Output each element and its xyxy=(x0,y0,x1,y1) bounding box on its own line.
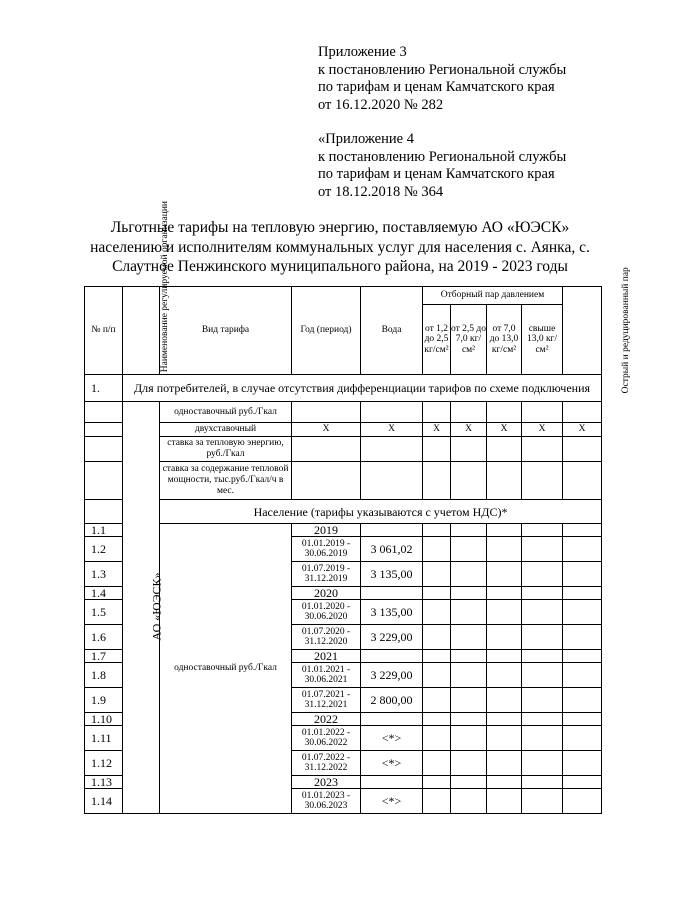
rate-row xyxy=(85,437,602,462)
x-mark: X xyxy=(361,423,423,437)
row-num: 1.10 xyxy=(85,713,123,726)
org-name: АО «ЮЭСК» xyxy=(149,572,164,641)
row-period: 01.07.2020 - 31.12.2020 xyxy=(292,625,361,650)
row-num: 1.12 xyxy=(85,751,123,776)
row-value: 3 061,02 xyxy=(361,537,423,562)
header-line: «Приложение 4 xyxy=(318,131,414,147)
appendix-header-2 xyxy=(318,131,566,201)
header-steam: Отборный пар давлением xyxy=(423,287,563,305)
header-line: по тарифам и ценам Камчатского края xyxy=(318,166,555,182)
title-line: Слаутное Пенжинского муниципального района, на 2019 - 2023 годы xyxy=(112,258,568,275)
header-p1: от 1,2 до 2,5 кг/см² xyxy=(423,305,451,375)
row-value: 3 229,00 xyxy=(361,625,423,650)
row-num: 1.1 xyxy=(85,524,123,537)
x-mark: X xyxy=(522,423,563,437)
row-value: 2 800,00 xyxy=(361,688,423,713)
rate-type: ставка за тепловую энергию, руб./Гкал xyxy=(160,437,292,462)
row-value: 3 229,00 xyxy=(361,663,423,688)
title-line: Льготные тарифы на тепловую энергию, поставляемую АО «ЮЭСК» xyxy=(110,219,570,236)
rate-type: ставка за содержание тепловой мощности, тыс.руб./Гкал/ч в мес. xyxy=(160,462,292,500)
row-year: 2021 xyxy=(292,650,361,663)
header-sharp xyxy=(563,267,631,394)
row-period: 01.01.2022 - 30.06.2022 xyxy=(292,726,361,751)
row-num: 1.6 xyxy=(85,625,123,650)
row-period: 01.07.2019 - 31.12.2019 xyxy=(292,562,361,587)
header-water: Вода xyxy=(361,287,423,375)
header-sharp-text: Острый и редуцированный пар xyxy=(620,267,631,394)
row-num: 1.4 xyxy=(85,587,123,600)
header-line: от 18.12.2018 № 364 xyxy=(318,183,444,200)
header-line: к постановлению Региональной службы xyxy=(318,61,567,78)
header-num: № п/п xyxy=(85,287,123,375)
row-year: 2020 xyxy=(292,587,361,600)
row-period: 01.07.2022 - 31.12.2022 xyxy=(292,751,361,776)
row-period: 01.01.2020 - 30.06.2020 xyxy=(292,600,361,625)
x-mark: X xyxy=(563,423,602,437)
row-year: 2023 xyxy=(292,776,361,789)
header-line: Приложение 3 xyxy=(318,44,407,60)
row-period: 01.01.2023 - 30.06.2023 xyxy=(292,789,361,814)
header-p4: свыше 13,0 кг/см² xyxy=(522,305,563,375)
row-period: 01.01.2019 - 30.06.2019 xyxy=(292,537,361,562)
row-num: 1.9 xyxy=(85,688,123,713)
row-value: 3 135,00 xyxy=(361,562,423,587)
header-row xyxy=(85,287,602,305)
header-line: от 16.12.2020 № 282 xyxy=(318,96,444,113)
row-value: <*> xyxy=(361,789,423,814)
section-num: 1. xyxy=(85,375,123,402)
rate-row xyxy=(85,462,602,500)
x-mark: X xyxy=(292,423,361,437)
rate-type: двухставочный xyxy=(160,423,292,437)
row-num: 1.13 xyxy=(85,776,123,789)
appendix-header-1 xyxy=(318,44,566,114)
rate-row xyxy=(85,423,602,437)
row-num: 1.8 xyxy=(85,663,123,688)
row-period: 01.01.2021 - 30.06.2021 xyxy=(292,663,361,688)
row-num: 1.2 xyxy=(85,537,123,562)
header-line: по тарифам и ценам Камчатского края xyxy=(318,79,555,95)
document-title xyxy=(60,218,620,277)
header-p2: от 2,5 до 7,0 кг/см² xyxy=(451,305,487,375)
row-num: 1.11 xyxy=(85,726,123,751)
title-line: населению и исполнителям коммунальных услуг для населения с. Аянка, с. xyxy=(90,238,590,256)
row-num: 1.5 xyxy=(85,600,123,625)
header-org xyxy=(123,200,170,375)
header-type: Вид тарифа xyxy=(160,287,292,375)
header-org-text: Наименование регулируемой организации xyxy=(159,200,170,373)
row-value: <*> xyxy=(361,726,423,751)
table-row xyxy=(85,524,602,537)
main-rate-type: одноставочный руб./Гкал xyxy=(160,524,292,814)
x-mark: X xyxy=(451,423,487,437)
row-year: 2019 xyxy=(292,524,361,537)
header-p3: от 7,0 до 13,0 кг/см² xyxy=(487,305,522,375)
row-num: 1.3 xyxy=(85,562,123,587)
header-line: к постановлению Региональной службы xyxy=(318,148,567,165)
x-mark: X xyxy=(423,423,451,437)
row-period: 01.07.2021 - 31.12.2021 xyxy=(292,688,361,713)
row-num: 1.7 xyxy=(85,650,123,663)
section-row xyxy=(85,375,602,402)
row-value: <*> xyxy=(361,751,423,776)
rate-row xyxy=(85,402,602,423)
org-cell xyxy=(123,402,164,814)
rate-type: одноставочный руб./Гкал xyxy=(160,402,292,423)
population-row xyxy=(85,500,602,524)
row-year: 2022 xyxy=(292,713,361,726)
x-mark: X xyxy=(487,423,522,437)
section-title: Для потребителей, в случае отсутствия дифференциации тарифов по схеме подключения xyxy=(123,375,602,402)
row-num: 1.14 xyxy=(85,789,123,814)
header-year: Год (период) xyxy=(292,287,361,375)
row-value: 3 135,00 xyxy=(361,600,423,625)
population-title: Население (тарифы указываются с учетом НДС)* xyxy=(160,500,602,524)
